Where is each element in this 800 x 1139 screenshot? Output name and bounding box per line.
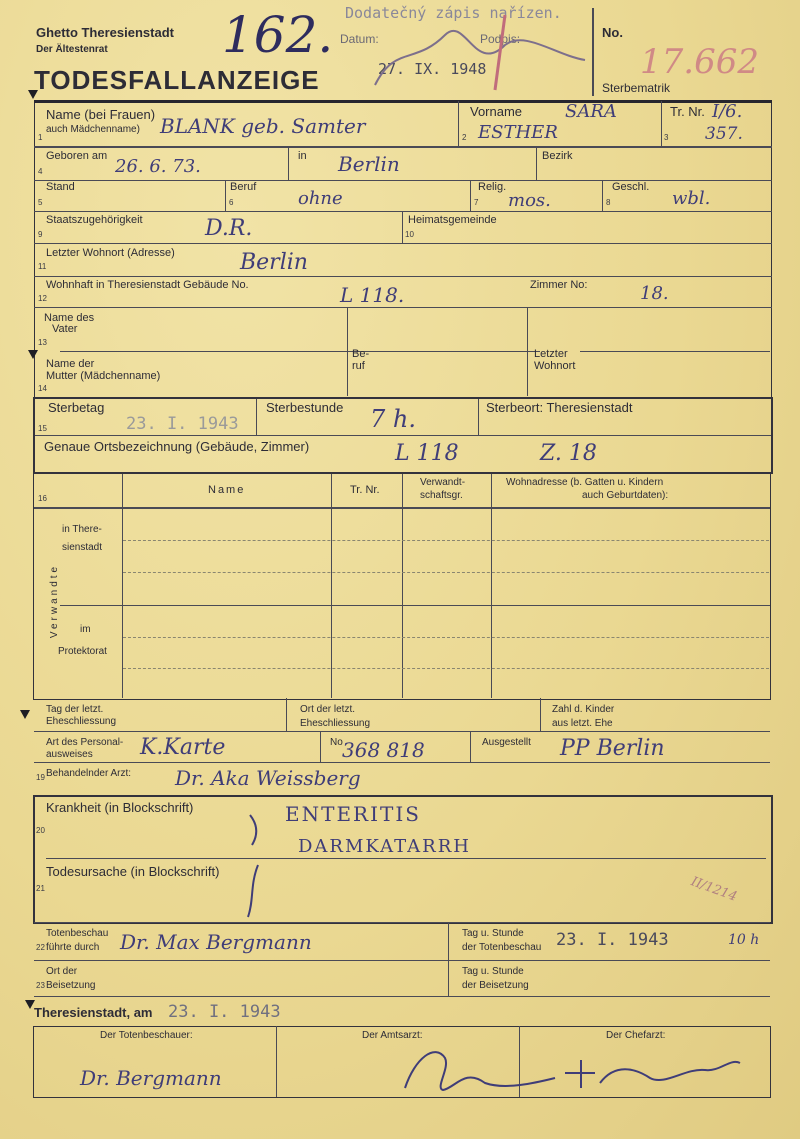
org-council: Der Ältestenrat xyxy=(36,44,108,55)
letzter-label-2: Wohnort xyxy=(534,360,576,372)
datum-label: Datum: xyxy=(340,32,379,46)
sterbestunde-value: 7 h. xyxy=(370,405,416,433)
rel-row-line-2 xyxy=(123,572,769,573)
wohnhaft-value: L 118. xyxy=(340,283,405,307)
staats-value: D.R. xyxy=(205,216,253,241)
exam-mid-line xyxy=(34,960,770,961)
rel-im-1: im xyxy=(80,624,91,635)
row-number: 5 xyxy=(38,198,43,207)
beisetzung-ort-label-2: Beisetzung xyxy=(46,980,96,991)
vorname-value-2: ESTHER xyxy=(478,122,558,143)
row-number: 22 xyxy=(36,943,45,952)
tag-letzt-label-2: Eheschliessung xyxy=(46,716,117,727)
parents-mid-line-right xyxy=(580,351,770,352)
illness-mid-line xyxy=(46,858,766,859)
exam-stunde-value: 10 h xyxy=(728,932,760,948)
sterbeort-label: Sterbeort: Theresienstadt xyxy=(486,400,633,415)
div-trnr xyxy=(661,101,662,147)
podpis-label: Podpis: xyxy=(480,32,521,46)
div-in xyxy=(288,147,289,180)
parents-beruf-label: Be- ruf xyxy=(352,348,370,372)
illness-bracket-mark xyxy=(240,805,270,920)
row-number: 9 xyxy=(38,230,43,239)
datum-value: 27. IX. 1948 xyxy=(378,60,487,78)
ausweis-label-1: Art des Personal- xyxy=(46,737,124,748)
row-number: 12 xyxy=(38,294,47,303)
zimmer-label: Zimmer No: xyxy=(530,279,588,291)
beisetzung-tag-label-1: Tag u. Stunde xyxy=(462,966,524,977)
row-number: 14 xyxy=(38,384,47,393)
marriage-line xyxy=(34,731,770,732)
row-number: 21 xyxy=(36,884,45,893)
exam-top-line xyxy=(34,922,770,923)
ortsbezeichnung-label: Genaue Ortsbezeichnung (Gebäude, Zimmer) xyxy=(44,439,310,454)
ausweis-value: K.Karte xyxy=(140,735,226,760)
row-number: 23 xyxy=(36,981,45,990)
rel-row-line-3 xyxy=(60,605,770,606)
row-number: 3 xyxy=(664,133,669,142)
div-marriage-ort xyxy=(286,698,287,732)
rel-in-there-2: sienstadt xyxy=(62,542,103,553)
row-number: 4 xyxy=(38,167,43,176)
rel-row-line-5 xyxy=(123,668,769,669)
beruf-value: ohne xyxy=(298,188,343,209)
vater-label-1: Name des xyxy=(44,312,95,324)
no-label: No. xyxy=(602,25,623,40)
trnr-label: Tr. Nr. xyxy=(670,104,705,119)
rel-col-1 xyxy=(122,474,123,698)
rel-col-verwandt-2: schaftsgr. xyxy=(420,490,463,501)
ausgestellt-label: Ausgestellt xyxy=(482,737,531,748)
vorname-label: Vorname xyxy=(470,104,523,119)
row-number: 10 xyxy=(405,230,414,239)
margin-mark-icon xyxy=(25,1000,35,1009)
row-number: 6 xyxy=(229,198,234,207)
trnr-value-2: 357. xyxy=(705,124,743,144)
row-line-5 xyxy=(34,243,772,244)
rel-side-label: Verwandte xyxy=(49,563,61,639)
sterbematrik-label: Sterbematrik xyxy=(602,81,671,95)
wohnort-value: Berlin xyxy=(240,250,308,275)
exam-tag-label-2: der Totenbeschau xyxy=(462,942,542,953)
rel-in-there-1: in There- xyxy=(62,524,102,535)
vorname-value-1: SARA xyxy=(565,101,617,122)
no-value: 17.662 xyxy=(640,42,759,82)
mutter-label-1: Name der xyxy=(46,358,95,370)
arzt-label: Behandelnder Arzt: xyxy=(46,768,132,779)
div-parents-2 xyxy=(527,308,528,396)
beisetzung-tag-label-2: der Beisetzung xyxy=(462,980,529,991)
div-exam xyxy=(448,922,449,996)
illness-side-note: II/1214 xyxy=(688,874,739,905)
totenbeschau-value: Dr. Max Bergmann xyxy=(120,930,312,954)
row-line-2 xyxy=(34,146,772,148)
zimmer-value: 18. xyxy=(640,283,669,304)
ausweis-line xyxy=(34,762,770,763)
zahl-kinder-label-2: aus letzt. Ehe xyxy=(552,718,613,729)
heimat-label: Heimatsgemeinde xyxy=(408,214,497,226)
rel-col-4 xyxy=(491,474,492,698)
row-number: 16 xyxy=(38,494,47,503)
div-ausgestellt xyxy=(470,732,471,762)
sig-totenbeschauer-label: Der Totenbeschauer: xyxy=(100,1030,193,1041)
row-number: 2 xyxy=(462,133,467,142)
signature-scrawls xyxy=(395,1038,755,1098)
staats-label: Staatszugehörigkeit xyxy=(46,214,143,226)
div-ausweis-no xyxy=(320,732,321,762)
rel-col-trnr: Tr. Nr. xyxy=(350,484,380,496)
parents-mid-line xyxy=(60,351,540,352)
in-label: in xyxy=(298,150,307,162)
wohnhaft-label: Wohnhaft in Theresienstadt Gebäude No. xyxy=(46,279,249,291)
relig-label: Relig. xyxy=(478,181,507,193)
sterbetag-label: Sterbetag xyxy=(48,400,105,415)
ort-letzt-label-2: Eheschliessung xyxy=(300,718,371,729)
stand-label: Stand xyxy=(46,181,75,193)
div-sig-1 xyxy=(276,1026,277,1097)
in-value: Berlin xyxy=(338,152,400,176)
div-sterbestunde xyxy=(256,399,257,435)
div-vorname xyxy=(458,101,459,147)
sterbestunde-label: Sterbestunde xyxy=(266,400,344,415)
row-number: 19 xyxy=(36,773,45,782)
row-line-3 xyxy=(34,180,772,181)
ausgestellt-value: PP Berlin xyxy=(560,736,665,761)
sig-totenbeschauer-value: Dr. Bergmann xyxy=(80,1066,222,1090)
geschl-value: wbl. xyxy=(672,188,711,209)
death-mid-line xyxy=(35,435,771,436)
row-number: 13 xyxy=(38,338,47,347)
krankheit-value-1: ENTERITIS xyxy=(285,802,421,826)
margin-mark-icon xyxy=(28,350,38,359)
rel-col-verwandt-1: Verwandt- xyxy=(420,477,466,488)
name-value: BLANK geb. Samter xyxy=(160,114,366,138)
totenbeschau-label-2: führte durch xyxy=(46,942,100,953)
div-bezirk xyxy=(536,147,537,180)
ausweis-no-value: 368 818 xyxy=(342,738,425,762)
rel-col-name: Name xyxy=(208,484,246,496)
mutter-label-2: Mutter (Mädchenname) xyxy=(46,370,161,382)
sig-chefarzt-label: Der Chefarzt: xyxy=(606,1030,666,1041)
row-line-4 xyxy=(34,211,772,212)
wohnort-label: Letzter Wohnort (Adresse) xyxy=(46,247,175,259)
div-relig xyxy=(470,181,471,211)
geboren-value: 26. 6. 73. xyxy=(115,156,201,177)
rel-row-line-4 xyxy=(123,637,769,638)
row-line-7 xyxy=(34,307,772,308)
krankheit-label: Krankheit (in Blockschrift) xyxy=(46,800,194,815)
trnr-value-1: I/6. xyxy=(712,101,743,122)
exam-bottom-line xyxy=(34,996,770,997)
geboren-label: Geboren am xyxy=(46,150,108,162)
name-label: Name (bei Frauen) xyxy=(46,107,156,122)
row-number: 20 xyxy=(36,826,45,835)
row-number: 11 xyxy=(38,262,47,271)
rel-im-2: Protektorat xyxy=(58,646,107,657)
arzt-value: Dr. Aka Weissberg xyxy=(175,766,361,790)
ortsbezeichnung-value-1: L 118 xyxy=(395,441,459,466)
ausweis-no-label: No xyxy=(330,737,343,748)
form-title: TODESFALLANZEIGE xyxy=(34,65,320,95)
place-date-label: Theresienstadt, am xyxy=(34,1005,153,1020)
div-beruf xyxy=(225,181,226,211)
header-signature-mark xyxy=(355,5,595,95)
letzter-label-1: Letzter xyxy=(534,348,568,360)
sterbetag-value: 23. I. 1943 xyxy=(126,414,239,434)
exam-tag-label-1: Tag u. Stunde xyxy=(462,928,524,939)
rel-col-wohn-2: auch Geburtdaten): xyxy=(582,490,669,501)
beisetzung-ort-label-1: Ort der xyxy=(46,966,78,977)
ausweis-label-2: ausweises xyxy=(46,749,93,760)
margin-mark-icon xyxy=(28,90,38,99)
org-name: Ghetto Theresienstadt xyxy=(36,25,174,40)
rel-col-wohn-1: Wohnadresse (b. Gatten u. Kindern xyxy=(506,477,664,488)
row-number: 15 xyxy=(38,424,47,433)
row-number: 1 xyxy=(38,133,43,142)
row-number: 7 xyxy=(474,198,479,207)
tag-letzt-label-1: Tag der letzt. xyxy=(46,704,104,715)
div-sterbeort xyxy=(478,399,479,435)
zahl-kinder-label-1: Zahl d. Kinder xyxy=(552,704,615,715)
div-geschl xyxy=(602,181,603,211)
ortsbezeichnung-value-2: Z. 18 xyxy=(540,441,597,466)
ort-letzt-label-1: Ort der letzt. xyxy=(300,704,356,715)
div-parents-1 xyxy=(347,308,348,396)
margin-mark-icon xyxy=(20,710,30,719)
name-sub-label: auch Mädchenname) xyxy=(46,124,140,135)
row-line-6 xyxy=(34,276,772,277)
rel-col-2 xyxy=(331,474,332,698)
div-marriage-zahl xyxy=(540,698,541,732)
row-number: 8 xyxy=(606,198,611,207)
todesursache-label: Todesursache (in Blockschrift) xyxy=(46,864,220,879)
vater-label-2: Vater xyxy=(52,323,78,335)
sig-amtsarzt-label: Der Amtsarzt: xyxy=(362,1030,423,1041)
place-date-value: 23. I. 1943 xyxy=(168,1002,281,1022)
krankheit-value-2: DARMKATARRH xyxy=(298,836,471,857)
rel-col-3 xyxy=(402,474,403,698)
rel-row-line-1 xyxy=(123,540,769,541)
beruf-label: Beruf xyxy=(230,181,257,193)
correction-stamp: Dodatečný zápis nařízen. xyxy=(345,4,562,22)
geschl-label: Geschl. xyxy=(612,181,650,193)
exam-tag-value: 23. I. 1943 xyxy=(556,930,669,950)
div-heimat xyxy=(402,212,403,243)
bezirk-label: Bezirk xyxy=(542,150,573,162)
totenbeschau-label-1: Totenbeschau xyxy=(46,928,109,939)
big-number: 162. xyxy=(222,6,334,64)
relig-value: mos. xyxy=(508,190,551,211)
